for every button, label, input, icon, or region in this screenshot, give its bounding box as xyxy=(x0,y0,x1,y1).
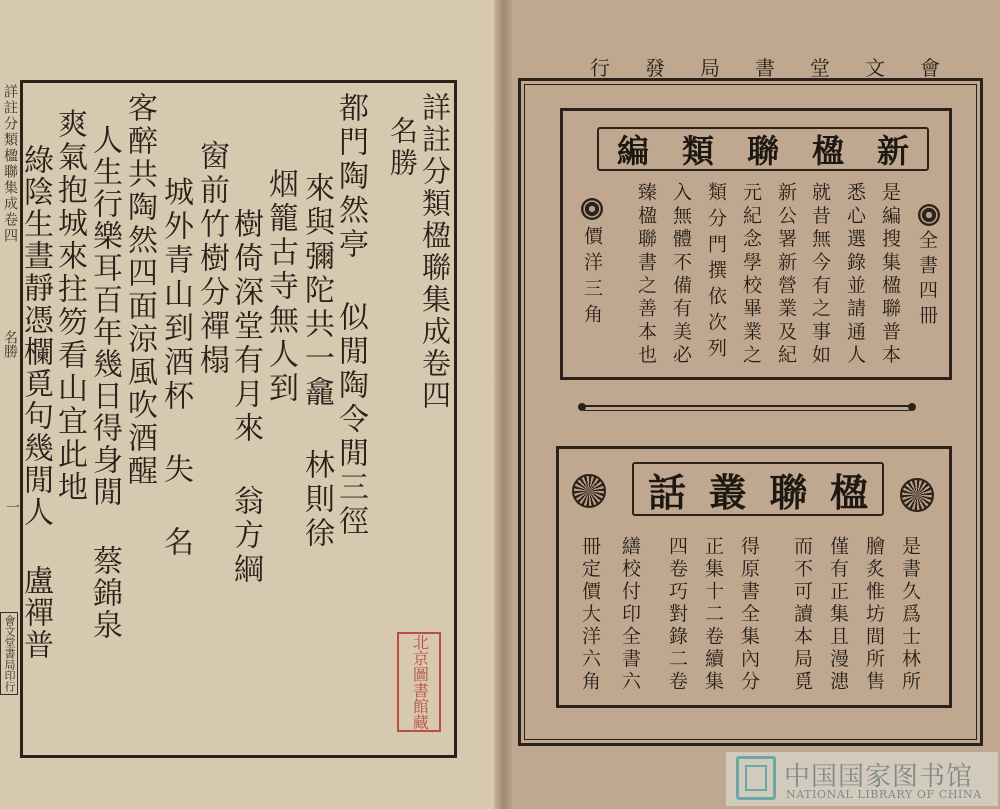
publisher-char: 文 xyxy=(865,56,885,80)
ad1-title-char: 類 xyxy=(681,132,714,170)
ad1-column-9: 臻楹聯書之善本也 xyxy=(635,182,657,368)
ad2-column-5: 得原書全集內分 xyxy=(738,536,760,694)
publisher-char: 局 xyxy=(700,56,720,80)
ad1-title-char: 編 xyxy=(617,132,650,170)
ad1-title-char: 聯 xyxy=(746,132,779,170)
flower-ornament-icon xyxy=(572,474,606,508)
ad2-title-char: 話 xyxy=(648,469,687,515)
text-column-9: 爽氣抱城來拄笏看山宜此地 xyxy=(52,108,87,504)
ad2-title xyxy=(632,462,884,516)
publisher-char: 行 xyxy=(590,56,610,80)
book-title: 詳註分類楹聯集成卷四 xyxy=(418,92,452,412)
ad1-title-char: 新 xyxy=(876,132,909,170)
text-column-3: 烟籠古寺無人到 xyxy=(263,168,298,406)
text-column-1: 都門陶然亭 似閒陶令閒三徑 xyxy=(333,92,368,539)
seal-text: 北京圖書館藏 xyxy=(410,634,430,730)
text-column-5: 窗前竹樹分禪榻 xyxy=(194,140,229,378)
publisher-header xyxy=(590,52,940,81)
ad1-title xyxy=(597,127,929,171)
ad2-title-char: 聯 xyxy=(769,469,808,515)
text-column-8: 人生行樂耳百年幾日得身閒 蔡錦泉 xyxy=(87,124,122,641)
ad1-price: 價洋三角 xyxy=(581,226,603,330)
publisher-char: 會 xyxy=(920,56,940,80)
text-column-6: 城外青山到酒杯 失 名 xyxy=(158,176,193,560)
spine-section: 名勝 xyxy=(2,330,18,358)
ad1-column-5: 新公署新營業及紀 xyxy=(775,182,797,368)
ad2-column-3: 僅有正集且漫漶 xyxy=(827,536,849,694)
ornament-icon xyxy=(918,204,940,226)
library-seal-stamp xyxy=(397,632,441,732)
ad1-title-char: 楹 xyxy=(811,132,844,170)
ad2-column-6: 正集十二卷續集 xyxy=(702,536,724,694)
ad1-column-4: 就昔無今有之事如 xyxy=(809,182,831,368)
text-column-2: 來與彌陀共一龕 林則徐 xyxy=(299,172,334,551)
ad2-column-2: 膾炙惟坊間所售 xyxy=(863,536,885,694)
ad2-column-8: 繕校付印全書六 xyxy=(619,536,641,694)
section-divider-thin xyxy=(584,410,910,411)
ad1-column-6: 元紀念學校畢業之 xyxy=(740,182,762,368)
ad2-title-char: 楹 xyxy=(829,469,868,515)
ad1-column-7: 類分門撰依次列 xyxy=(705,182,727,364)
ad1-column-3: 悉心選錄並請通人 xyxy=(844,182,866,368)
publisher-char: 發 xyxy=(645,56,665,80)
ad1-column-8: 入無體不備有美必 xyxy=(670,182,692,368)
watermark-chinese: 中国国家图书馆 xyxy=(784,762,974,792)
ad1-column-2: 是編搜集楹聯普本 xyxy=(879,182,901,368)
ad2-column-4: 而不可讀本局覓 xyxy=(791,536,813,694)
spine-page-number: 一 xyxy=(4,500,20,514)
ad1-column-1: 全書四冊 xyxy=(916,230,938,330)
publisher-char: 堂 xyxy=(810,56,830,80)
ad2-column-9: 冊定價大洋六角 xyxy=(579,536,601,694)
ad2-title-char: 叢 xyxy=(708,469,747,515)
section-divider xyxy=(584,405,910,407)
ornament-icon xyxy=(581,198,603,220)
flower-ornament-icon xyxy=(900,478,934,512)
ad2-column-7: 四卷巧對錄二卷 xyxy=(666,536,688,694)
watermark-english: NATIONAL LIBRARY OF CHINA xyxy=(786,788,982,801)
text-column-7: 客醉共陶然四面涼風吹酒醒 xyxy=(122,92,157,488)
book-gutter xyxy=(494,0,512,809)
section-heading: 名勝 xyxy=(386,116,419,180)
publisher-char: 書 xyxy=(755,56,775,80)
text-column-10: 綠陰生晝靜憑欄覓句幾閒人 盧禪普 xyxy=(18,144,53,661)
divider-dot xyxy=(908,403,916,411)
ad2-column-1: 是書久爲士林所 xyxy=(899,536,921,694)
spine-publisher: 會文堂書局印行 xyxy=(0,612,18,695)
text-column-4: 樹倚深堂有月來 翁方綱 xyxy=(228,208,263,587)
library-logo-inner xyxy=(745,765,767,791)
spine-title: 詳註分類楹聯集成卷四 xyxy=(2,84,18,244)
